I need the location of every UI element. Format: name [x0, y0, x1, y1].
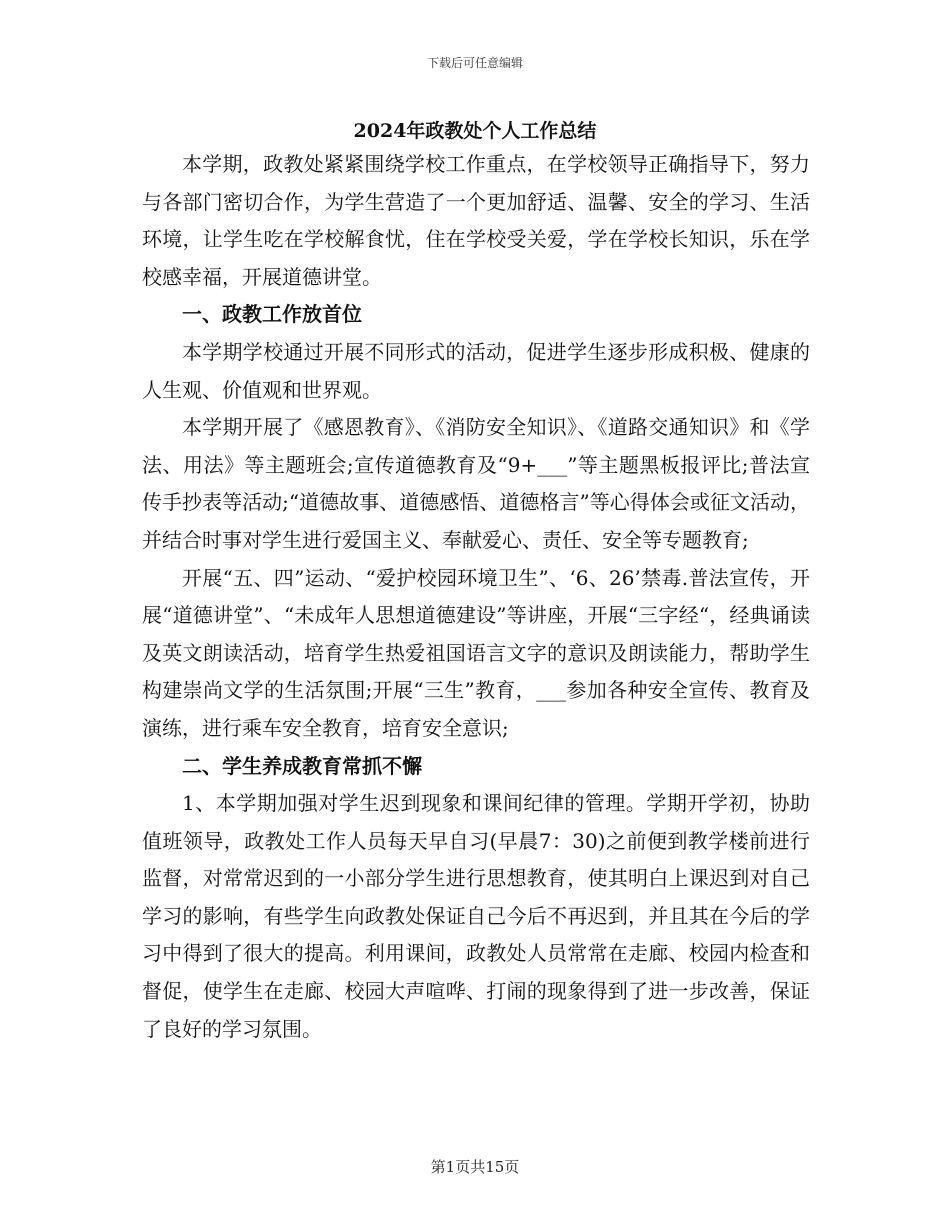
document-title: 2024年政教处个人工作总结 [353, 120, 597, 142]
page-number: 第1页共15页 [430, 1158, 520, 1176]
section-2-paragraph-1: 1、本学期加强对学生迟到现象和课间纪律的管理。学期开学初，协助值班领导，政教处工作人员每天早自习(早晨7：30)之前便到教学楼前进行监督，对常常迟到的一小部分学生进行思想教育，使其明白上课迟到对自己学习的影响，有些学生向政教处保证自己今后不再迟到，并且其在今后的学习中得到了很大的提高。利用课间，政教处人员常常在走廊、校园内检查和督促，使学生在走廊、校园大声喧哗、打闹的现象得到了进一步改善，保证了良好的学习氛围。 [142, 791, 810, 1041]
section-2-heading: 二、学生养成教育常抓不懈 [182, 753, 422, 778]
intro-paragraph: 本学期，政教处紧紧围绕学校工作重点，在学校领导正确指导下，努力与各部门密切合作，为学生营造了一个更加舒适、温馨、安全的学习、生活环境，让学生吃在学校解食忧，住在学校受关爱，学在学校长知识，乐在学校感幸福，开展道德讲堂。 [142, 152, 810, 289]
page-header-note: 下载后可任意编辑 [426, 56, 523, 70]
section-1-heading: 一、政教工作放首位 [182, 302, 362, 327]
section-1-paragraph-3: 开展“五、四”运动、“爱护校园环境卫生”、‘6、26’禁毒.普法宣传，开展“道德讲堂”、“未成年人思想道德建设”等讲座，开展“三字经“，经典诵读及英文朗读活动，培育学生热爱祖国语言文字的意识及朗读能力，帮助学生构建崇尚文学的生活氛围;开展“三生”教育，___参加各种安全宣传、教育及演练，进行乘车安全教育，培育安全意识; [142, 565, 810, 740]
section-1-paragraph-2: 本学期开展了《感恩教育》、《消防安全知识》、《道路交通知识》和《学法、用法》等主题班会;宣传道德教育及“9+___”等主题黑板报评比;普法宣传手抄表等活动;“道德故事、道德感悟、道德格言”等心得体会或征文活动，并结合时事对学生进行爱国主义、奉献爱心、责任、安全等专题教育; [142, 415, 810, 552]
document-body [142, 146, 810, 1048]
section-1-paragraph-1: 本学期学校通过开展不同形式的活动，促进学生逐步形成积极、健康的人生观、价值观和世界观。 [142, 339, 810, 402]
